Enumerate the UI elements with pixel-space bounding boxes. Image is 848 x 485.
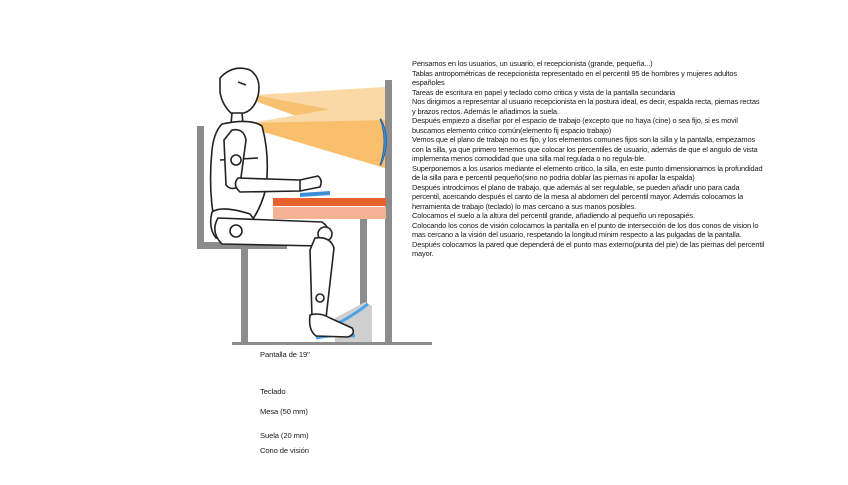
keyboard bbox=[300, 191, 330, 197]
desk-top bbox=[273, 198, 386, 206]
caption-floor: Suela (20 mm) bbox=[260, 431, 309, 440]
note-line: Nos dirigimos a representar al usuario recepcionista en la postura ideal, es decir, espalda recta, piernas rectas y brazos rectos. Además le añadimos la suela. bbox=[412, 97, 760, 116]
caption-keyboard: Teclado bbox=[260, 387, 286, 396]
desk-lower bbox=[273, 207, 386, 219]
chair-leg bbox=[241, 249, 248, 343]
note-line: Superponemos a los usarios mediante el elemento critico, la silla, en este punto dimensionamos la profundidad de la silla para e percentil pequeño(sino no podria doblar las piernas ni apollar la espalda) bbox=[412, 163, 763, 182]
caption-screen: Pantalla de 19" bbox=[260, 350, 310, 359]
note-line: Tareas de escritura en papel y teclado como critica y vista de la pantalla secundaria bbox=[412, 87, 676, 97]
note-line: Después colocamos la pared que dependerá de el punto mas externo(punta del pie) de las piernas del percentil mayor. bbox=[412, 239, 765, 258]
note-line: Después introdcimos el plano de trabajo, que además al ser regulable, se pueden añadir uno para cada percentil, acercando después el canto de la mesa al abdomen del percentil mayor. Además colocamos la herramienta de trabajo (teclado) lo mas cercano a sus manos posibles. bbox=[412, 182, 744, 211]
caption-desk: Mesa (50 mm) bbox=[260, 407, 308, 416]
vision-cone-lower-strong bbox=[250, 120, 385, 168]
wall bbox=[385, 80, 392, 342]
design-notes bbox=[412, 59, 765, 259]
floor-line bbox=[232, 342, 432, 345]
note-line: Vemos que el plano de trabajo no es fijo, y los elementos comunes fijos son la silla y la pantalla, empezamos con la silla, ya que primero tenemos que colocar los percentiles de usuario, además de que el angulo de vista implementa menos comodidad que una silla mal regulada o no regula-ble. bbox=[412, 135, 758, 163]
note-line: Después empiezo a diseñar por el espacio de trabajo (excepto que no haya (cine) o sea fijo, si es movil buscamos elemento critico común(elemento fij espacio trabajo) bbox=[412, 116, 738, 135]
note-line: Colocamos el suelo a la altura del percentil grande, añadiendo al pequeño un reposapiés. bbox=[412, 211, 695, 220]
caption-vision-cone: Cono de visión bbox=[260, 446, 309, 455]
note-line: Tablas antropométricas de recepcionista representado en el percentil 95 de hombres y mujeres adultos españoles bbox=[412, 68, 737, 87]
chair-back bbox=[197, 126, 204, 248]
note-line: Colocando los conos de visión colocamos la pantalla en el punto de intersección de los dos conos de vision lo mas cercano a la visión del usuario, respetando la longitud mínim respecto a las pulgadas de la pantalla. bbox=[412, 220, 759, 239]
note-line: Pensamos en los usuarios, un usuario, el recepcionista (grande, pequeña...) bbox=[412, 59, 653, 68]
